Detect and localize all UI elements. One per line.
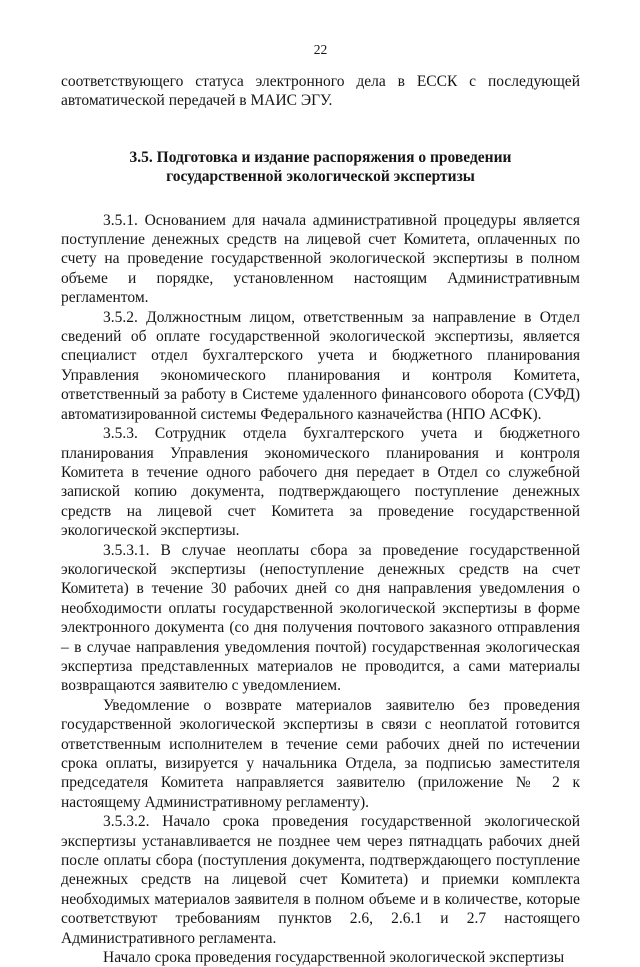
paragraph-3-5-2: 3.5.2. Должностным лицом, ответственным за направление в Отдел сведений об оплате государственной экологической экспертизы, является специалист отдел бухгалтерского учета и бюджетного планирования Управления экономического планирования и контроля Комитета, ответственный за работу в Системе удаленного финансового оборота (СУФД) автоматизированной системы Федерального казначейства (НПО АСФК). xyxy=(61,308,580,423)
paragraph-3-5-3-1: 3.5.3.1. В случае неоплаты сбора за проведение государственной экологической экспертизы (непоступление денежных средств на счет Комитета) в течение 30 рабочих дней со дня направления уведомления о необходимости оплаты государственной экологической экспертизы в форме электронного документа (со дня получения почтового заказного отправления – в случае направления уведомления почтой) государственная экологическая экспертиза представленных материалов не проводится, а сами материалы возвращаются заявителю с уведомлением. xyxy=(61,541,580,695)
paragraph-3-5-3: 3.5.3. Сотрудник отдела бухгалтерского учета и бюджетного планирования Управления экономического планирования и контроля Комитета в течение одного рабочего дня передает в Отдел со служебной запиской копию документа, подтверждающего поступление денежных средств на лицевой счет Комитета за проведение государственной экологической экспертизы. xyxy=(61,425,580,540)
continuation-paragraph: соответствующего статуса электронного дела в ЕССК с последующей автоматической передачей в МАИС ЭГУ. xyxy=(61,73,580,110)
paragraph-term-start: Начало срока проведения государственной экологической экспертизы xyxy=(103,949,565,967)
page-number: 22 xyxy=(313,42,328,57)
section-heading-line-1: 3.5. Подготовка и издание распоряжения о проведении xyxy=(129,148,512,166)
section-heading xyxy=(61,148,580,187)
paragraph-3-5-3-2: 3.5.3.2. Начало срока проведения государственной экологической экспертизы устанавливается не позднее чем через пятнадцать рабочих дней после оплаты сбора (поступления документа, подтверждающего поступление денежных средств на лицевой счет Комитета) и приемки комплекта необходимых материалов заявителя в полном объеме и в количестве, которые соответствуют требованиям пунктов 2.6, 2.6.1 и 2.7 настоящего Административного регламента. xyxy=(61,813,580,947)
section-heading-line-2: государственной экологической экспертизы xyxy=(166,168,475,186)
paragraph-3-5-1: 3.5.1. Основанием для начала административной процедуры является поступление денежных средств на лицевой счет Комитета, оплаченных по счету на проведение государственной экологической экспертизы в полном объеме и порядке, установленном настоящим Административным регламентом. xyxy=(61,211,580,307)
paragraph-return-notice: Уведомление о возврате материалов заявителю без проведения государственной экологической экспертизы в связи с неоплатой готовится ответственным исполнителем в течение семи рабочих дней по истечении срока оплаты, визируется у начальника Отдела, за подписью заместителя председателя Комитета направляется заявителю (приложение № 2 к настоящему Административному регламенту). xyxy=(61,696,580,811)
